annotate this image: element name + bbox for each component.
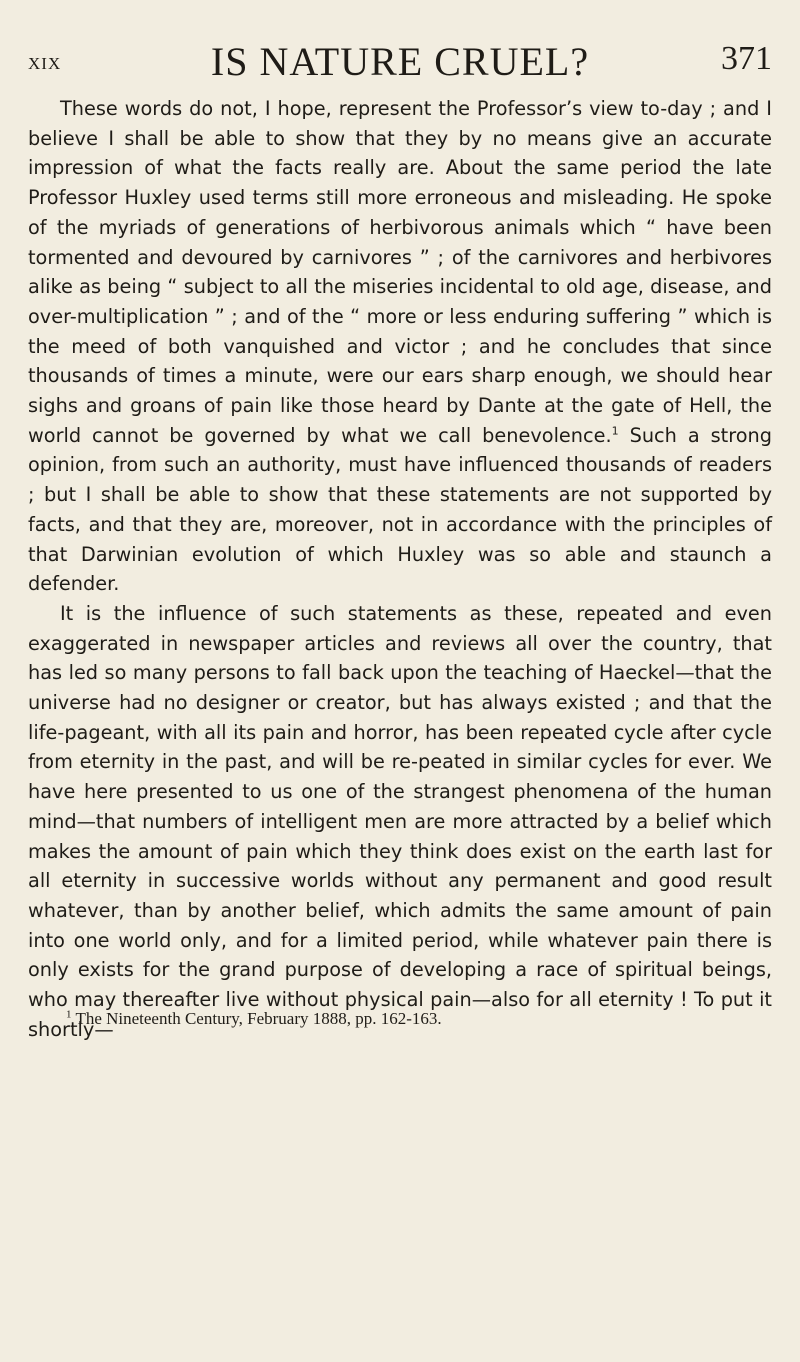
paragraph: It is the influence of such statements as these, repeated and even exaggerated in newspaper articles and reviews all over the country, that has led so many persons to fall back upon the teaching of Haeckel—that the universe had no designer or creator, but has always existed ; and that the life-pageant, with all its pain and horror, has been repeated cycle after cycle from eternity in the past, and will be re-peated in similar cycles for ever. We have here presented to us one of the strangest phenomena of the human mind—that numbers of intelligent men are more attracted by a belief which makes the amount of pain which they think does exist on the earth last for all eternity in successive worlds without any permanent and good result whatever, than by another belief, which admits the same amount of pain into one world only, and for a limited period, while whatever pain there is only exists for the grand purpose of developing a race of spiritual beings, who may thereafter live without physical pain—also for all eternity ! To put it shortly— [28, 601, 772, 1041]
body-text [28, 94, 772, 1045]
page-number: 371 [721, 40, 772, 77]
footnote-reference: 1 [611, 424, 619, 438]
running-head [28, 38, 772, 88]
paragraph-text: These words do not, I hope, represent the Professor’s view to-day ; and I believe I shall be able to show that they by no means give an accurate impression of what the facts really are. About the same period the late Professor Huxley used terms still more erroneous and misleading. He spoke of the myriads of generations of herbivorous animals which “ have been tormented and devoured by carnivores ” ; of the carnivores and herbivores alike as being “ subject to all the miseries incidental to old age, disease, and over-multiplication ” ; and of the “ more or less enduring suffering ” which is the meed of both vanquished and victor ; and he concludes that since thousands of times a minute, were our ears sharp enough, we should hear sighs and groans of pain like those heard by Dante at the gate of Hell, the world cannot be governed by what we call benevolence. [28, 97, 772, 447]
footnote-marker: 1 [66, 1008, 72, 1021]
running-title: IS NATURE CRUEL? [210, 39, 590, 84]
footnote-text: The Nineteenth Century, February 1888, pp. 162-163. [71, 1009, 442, 1028]
footnote [28, 1008, 772, 1030]
paragraph [28, 94, 772, 599]
paragraph-text: Such a strong opinion, from such an authority, must have influenced thousands of readers ; but I shall be able to show that these statements are not supported by facts, and that they are, moreover, not in accordance with the principles of that Darwinian evolution of which Huxley was so able and staunch a defender. [28, 423, 772, 596]
chapter-number: XIX [28, 54, 62, 73]
